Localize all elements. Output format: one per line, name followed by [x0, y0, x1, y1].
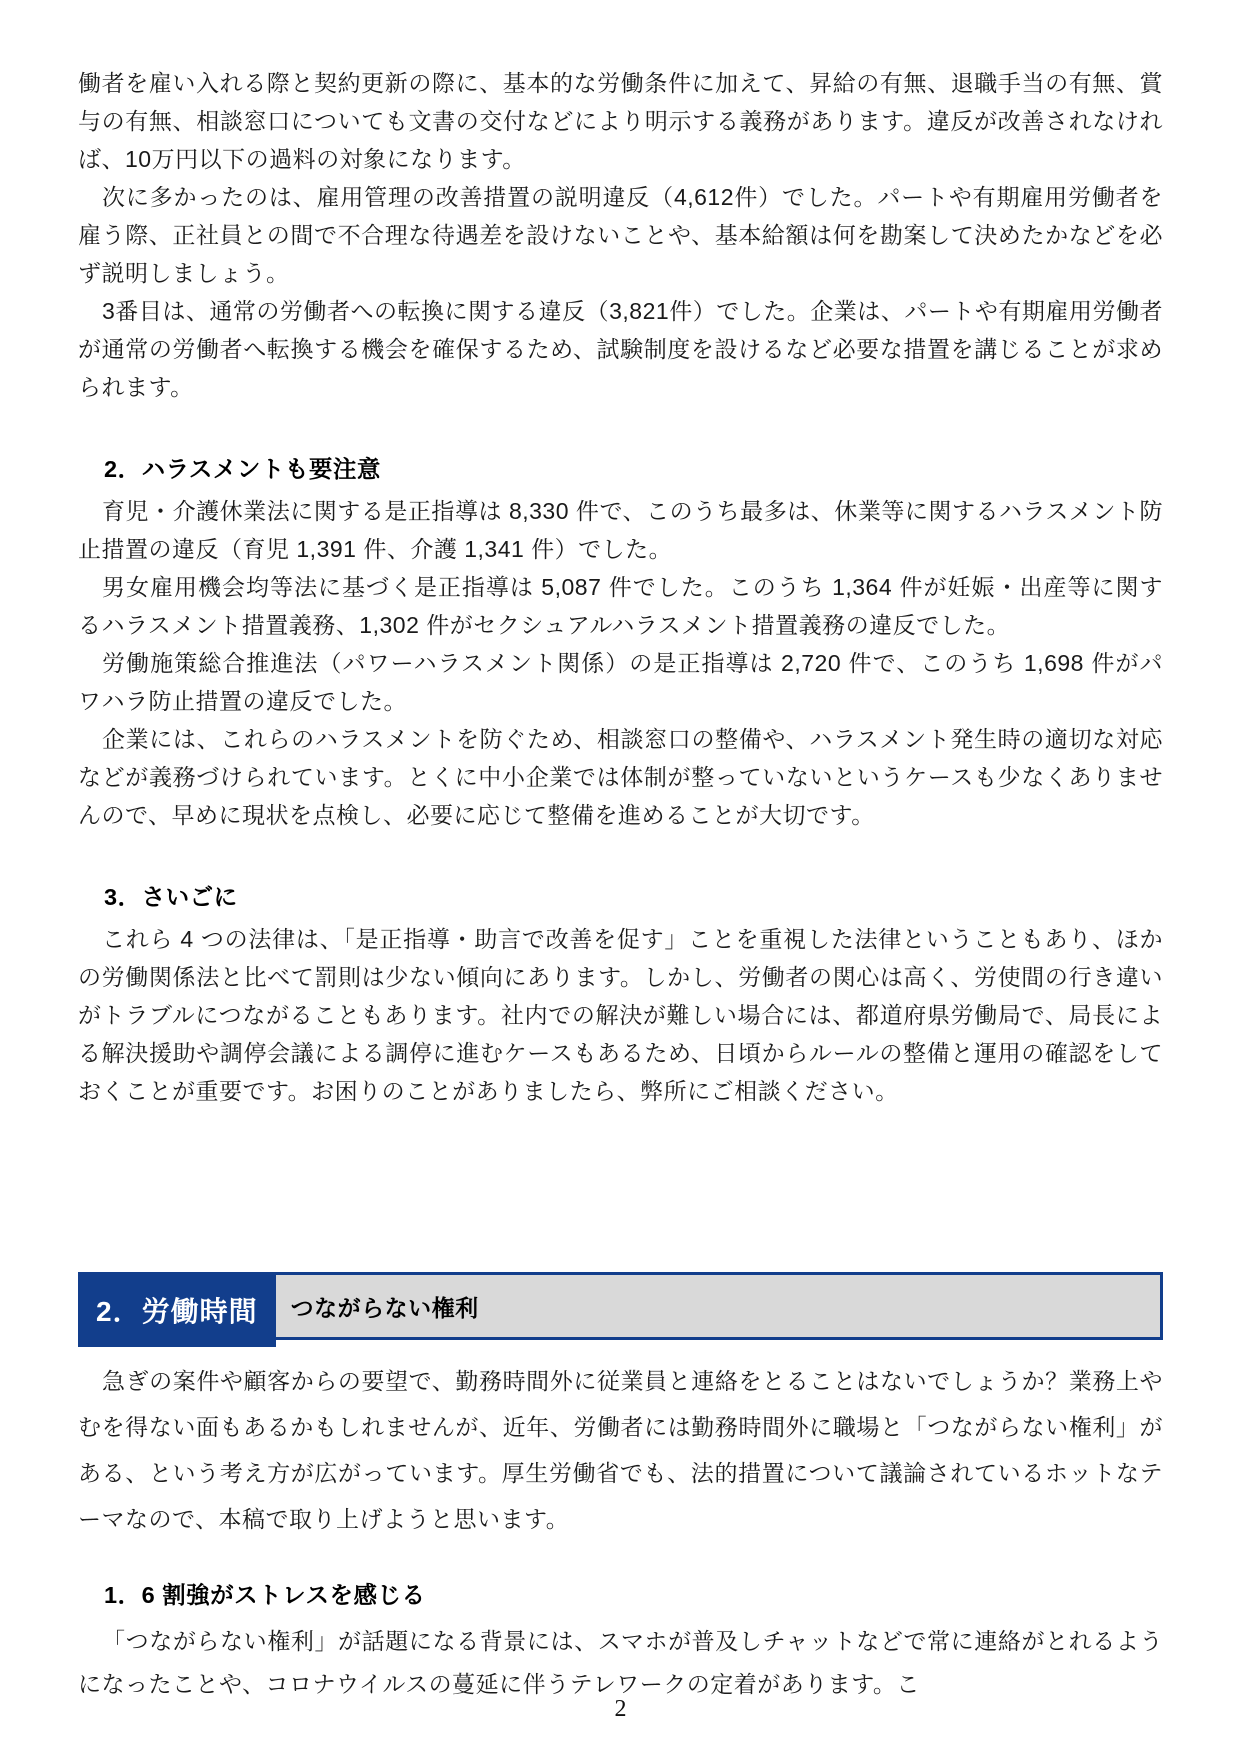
harassment-paragraph-3: 労働施策総合推進法（パワーハラスメント関係）の是正指導は 2,720 件で、このうち 1,698 件がパワハラ防止措置の違反でした。 — [78, 650, 1163, 714]
closing-section-heading: 3．さいごに — [104, 884, 238, 910]
harassment-paragraph-4: 企業には、これらのハラスメントを防ぐため、相談窓口の整備や、ハラスメント発生時の適切な対応などが義務づけられています。とくに中小企業では体制が整っていないというケースも少なくありませんので、早めに現状を点検し、必要に応じて整備を進めることが大切です。 — [78, 726, 1163, 828]
intro-paragraph-2: 次に多かったのは、雇用管理の改善措置の説明違反（4,612件）でした。パートや有期雇用労働者を雇う際、正社員との間で不合理な待遇差を設けないことや、基本給額は何を勘案して決めたかなどを必ず説明しましょう。 — [78, 184, 1163, 286]
page-number: 2 — [614, 1696, 627, 1722]
work-hours-paragraph-1: 急ぎの案件や顧客からの要望で、勤務時間外に従業員と連絡をとることはないでしょうか？業務上やむを得ない面もあるかもしれませんが、近年、労働者には勤務時間外に職場と「つながらない権利」がある、という考え方が広がっています。厚生労働省でも、法的措置について議論されているホットなテーマなので、本稿で取り上げようと思います。 — [78, 1368, 1163, 1532]
closing-paragraph-1: これら 4 つの法律は、「是正指導・助言で改善を促す」ことを重視した法律ということもあり、ほかの労働関係法と比べて罰則は少ない傾向にあります。しかし、労働者の関心は高く、労使間の行き違いがトラブルにつながることもあります。社内での解決が難しい場合には、都道府県労働局で、局長による解決援助や調停会議による調停に進むケースもあるため、日頃からルールの整備と運用の確認をしておくことが重要です。お困りのことがありましたら、弊所にご相談ください。 — [78, 926, 1163, 1104]
harassment-section-heading: 2．ハラスメントも要注意 — [104, 456, 381, 482]
page-content — [78, 64, 1163, 1706]
work-hours-banner-number-label: 2．労働時間 — [78, 1272, 276, 1347]
work-hours-section-banner — [78, 1272, 1163, 1340]
intro-paragraph-continuation: 働者を雇い入れる際と契約更新の際に、基本的な労働条件に加えて、昇給の有無、退職手当の有無、賞与の有無、相談窓口についても文書の交付などにより明示する義務があります。違反が改善されなければ、10万円以下の過料の対象になります。 — [78, 70, 1163, 172]
work-hours-banner-title: つながらない権利 — [290, 1294, 479, 1321]
stress-paragraph-1: 「つながらない権利」が話題になる背景には、スマホが普及しチャットなどで常に連絡がとれるようになったことや、コロナウイルスの蔓延に伴うテレワークの定着があります。こ — [78, 1628, 1163, 1697]
intro-paragraph-3: 3番目は、通常の労働者への転換に関する違反（3,821件）でした。企業は、パートや有期雇用労働者が通常の労働者へ転換する機会を確保するため、試験制度を設けるなど必要な措置を講じることが求められます。 — [78, 298, 1163, 400]
harassment-paragraph-2: 男女雇用機会均等法に基づく是正指導は 5,087 件でした。このうち 1,364 件が妊娠・出産等に関するハラスメント措置義務、1,302 件がセクシュアルハラスメント措置義務の違反でした。 — [78, 574, 1163, 638]
stress-subsection-heading: 1．6 割強がストレスを感じる — [104, 1582, 426, 1608]
harassment-paragraph-1: 育児・介護休業法に関する是正指導は 8,330 件で、このうち最多は、休業等に関するハラスメント防止措置の違反（育児 1,391 件、介護 1,341 件）でした。 — [78, 498, 1163, 562]
